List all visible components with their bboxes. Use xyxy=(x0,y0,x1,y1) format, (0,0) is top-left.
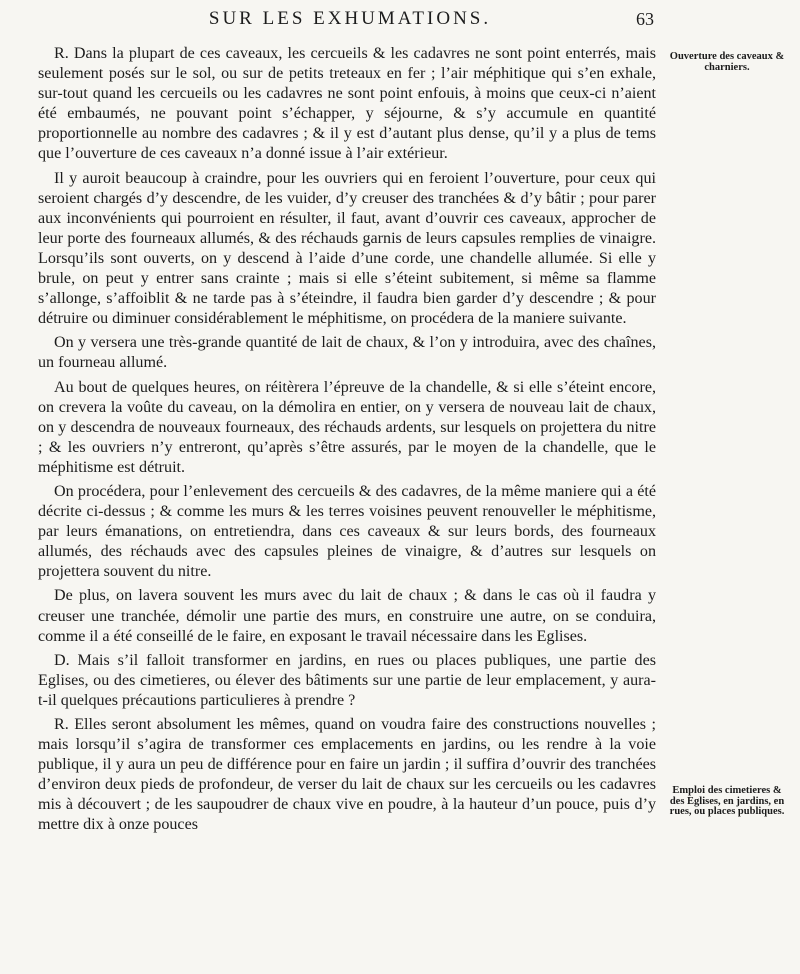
margin-note-jardins: Emploi des cimetieres & des Eglises, en jardins, en rues, ou places publiques. xyxy=(669,785,785,817)
paragraph-8: R. Elles seront absolument les mêmes, quand on voudra faire des constructions nouvelles ; mais lorsqu’il s’agira de transformer ces emplacements en jardins, ou les rendre à la voie publique, il y aura un peu de différence pour en faire un jardin ; il suffira d’ouvrir des tranchées d’environ deux pieds de profondeur, de verser du lait de chaux sur les cercueils ou les cadavres mis à découvert ; de les saupoudrer de chaux vive en poudre, à la hauteur d’un pouce, puis d’y mettre dix à onze pouces xyxy=(38,716,656,834)
main-text-column xyxy=(38,44,656,840)
paragraph-7: D. Mais s’il falloit transformer en jardins, en rues ou places publiques, une partie des Eglises, ou des cimetieres, ou élever des bâtiments sur une partie de leur emplacement, y aura-t-il quelques précautions particulieres à prendre ? xyxy=(38,651,656,709)
paragraph-2: Il y auroit beaucoup à craindre, pour les ouvriers qui en feroient l’ouverture, pour ceux qui seroient chargés d’y descendre, de les vuider, d’y creuser des tranchées & d’y bâtir ; pour parer aux inconvénients qui pourroient en résulter, il faut, avant d’ouvrir ces caveaux, approcher de leur porte des fourneaux allumés, & des réchauds garnis de leurs capsules remplies de vinaigre. Lorsqu’ils sont ouverts, on y descend à l’aide d’une corde, une chandelle allumée. Si elle y brule, on peut y entrer sans crainte ; mais si elle s’éteint subitement, si même sa flamme s’allonge, s’affoiblit & ne tarde pas à s’éteindre, il faudra bien garder d’y descendre ; & pour détruire ou diminuer considérablement le méphitisme, on procédera de la maniere suivante. xyxy=(38,169,656,328)
paragraph-6: De plus, on lavera souvent les murs avec du lait de chaux ; & dans le cas où il faudra y creuser une tranchée, démolir une partie des murs, en construire une autre, on se conduira, comme il a été conseillé de le faire, en exposant le travail nécessaire dans les Eglises. xyxy=(38,587,656,645)
paragraph-3: On y versera une très-grande quantité de lait de chaux, & l’on y introduira, avec des chaînes, un fourneau allumé. xyxy=(38,334,656,372)
page-number: 63 xyxy=(636,9,654,29)
running-head: SUR LES EXHUMATIONS. xyxy=(208,8,492,29)
paragraph-5: On procédera, pour l’enlevement des cercueils & des cadavres, de la même maniere qui a été décrite ci-dessus ; & comme les murs & les terres voisines peuvent renouveller le méphitisme, par leurs émanations, on entretiendra, dans ces caveaux & sur leurs bords, des fourneaux allumés, des réchauds avec des capsules pleines de vinaigre, & d’autres sur lesquels on projettera souvent du nitre. xyxy=(38,482,656,581)
paragraph-1: R. Dans la plupart de ces caveaux, les cercueils & les cadavres ne sont point enterrés, mais seulement posés sur le sol, ou sur de petits treteaux en fer ; l’air méphitique qui s’en exhale, sur-tout quand les cercueils ou les cadavres ne sont point enfouis, à moins que ceux-ci n’aient été embaumés, ne pouvant point s’échapper, y séjourne, & s’y accumule en quantité proportionnelle au nombre des cadavres ; & il y est d’autant plus dense, qu’il y a plus de tems que l’ouverture de ces caveaux n’a donné issue à l’air extérieur. xyxy=(38,45,656,163)
margin-note-caveaux: Ouverture des caveaux & charniers. xyxy=(669,51,785,73)
paragraph-4: Au bout de quelques heures, on réitèrera l’épreuve de la chandelle, & si elle s’éteint encore, on crevera la voûte du caveau, on la démolira en entier, on y versera de nouveau lait de chaux, on y descendra de nouveaux fourneaux, des réchauds ardents, sur lesquels on projettera du nitre ; & les ouvriers n’y entreront, qu’après s’être assurés, par le moyen de la chandelle, que le méphitisme est détruit. xyxy=(38,378,656,476)
